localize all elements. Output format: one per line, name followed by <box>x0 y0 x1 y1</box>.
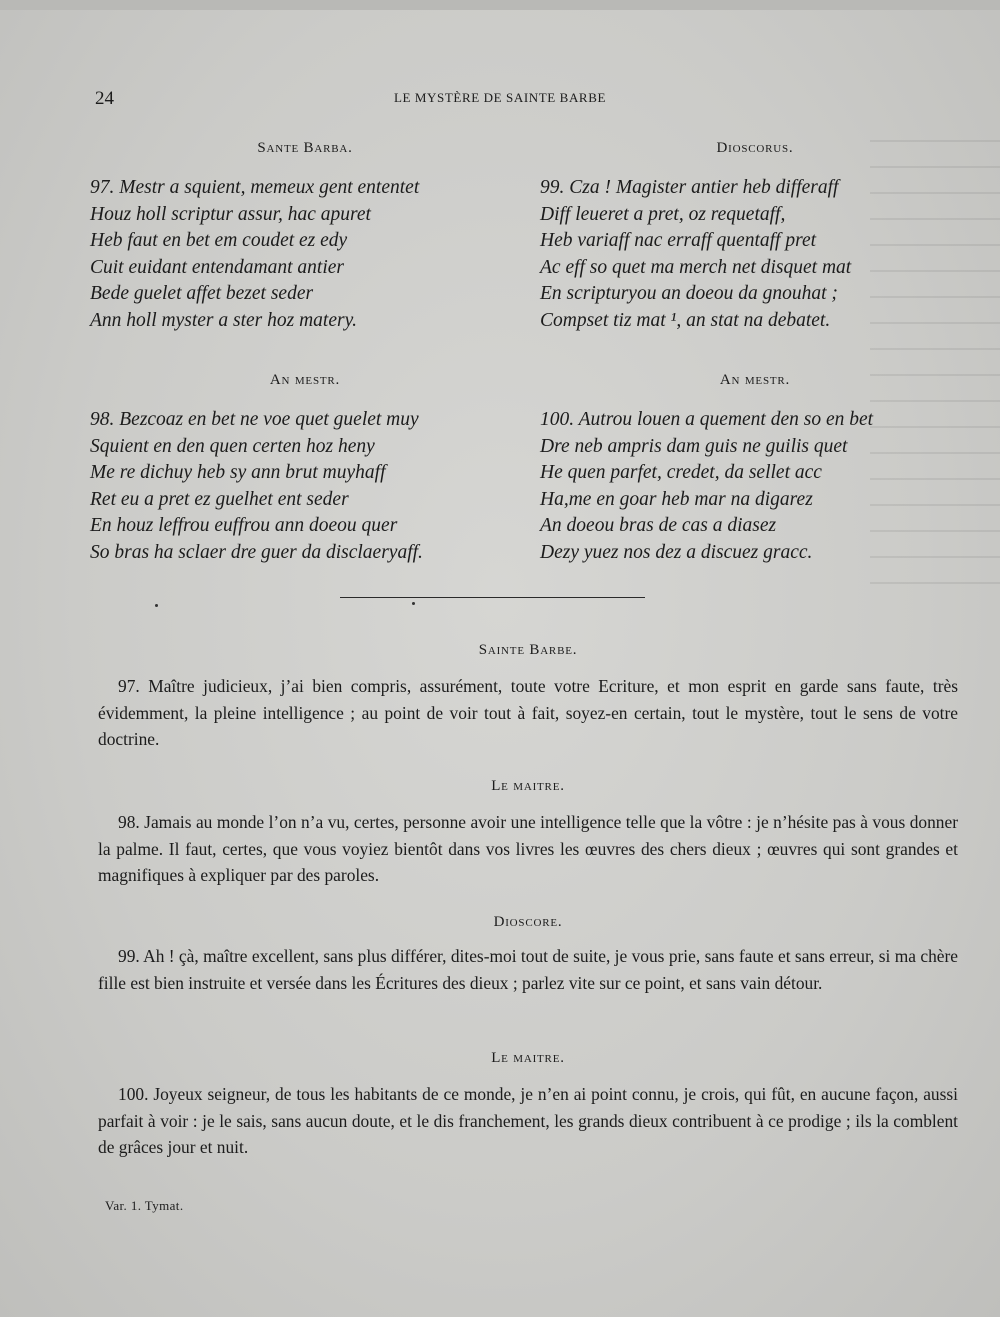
verse-line: Ret eu a pret ez guelhet ent seder <box>90 488 349 510</box>
verse-line: Compset tiz mat ¹, an stat na debatet. <box>540 309 831 331</box>
speaker-heading: An mestr. <box>269 372 341 388</box>
verse-line: Bede guelet affet bezet seder <box>90 283 314 305</box>
verse-line: Diff leueret a pret, oz requetaff, <box>540 203 786 225</box>
translation-block-97 <box>98 642 958 753</box>
speaker-heading: Le maitre. <box>491 1050 565 1066</box>
verse-line: Me re dichuy heb sy ann brut muyhaff <box>90 462 386 484</box>
running-title: LE MYSTÈRE DE SAINTE BARBE <box>393 90 607 105</box>
verse-line: Houz holl scriptur assur, hac apuret <box>90 203 371 225</box>
translation-paragraph: 100. Joyeux seigneur, de tous les habitants de ce monde, je n’en ai point connu, je crois, qui fût, en aucune façon, aussi parfait à voir : je le sais, sans aucun doute, et le dis franchement, les grands dieux contribuent à ce prodige ; ils la comblent de grâces jour et nuit. <box>98 1084 958 1158</box>
speaker-heading: Sante Barba. <box>257 140 353 156</box>
verse-line: Dre neb ampris dam guis ne guilis quet <box>540 435 848 457</box>
speaker-heading: An mestr. <box>719 372 791 388</box>
left-verse-column <box>90 140 520 563</box>
verse-line: An doeou bras de cas a diasez <box>540 515 777 537</box>
verse-line: En houz leffrou euffrou ann doeou quer <box>90 515 398 537</box>
verse-line: He quen parfet, credet, da sellet acc <box>540 462 822 484</box>
ink-speck <box>412 602 415 605</box>
translation-paragraph: 97. Maître judicieux, j’ai bien compris, assurément, toute votre Ecriture, et mon esprit en garde sans faute, très évidemment, la pleine intelligence ; au point de voir tout à fait, soyez-en certain, tout le mystère, tout le sens de votre doctrine. <box>98 676 958 750</box>
verse-stanza-100 <box>540 407 970 567</box>
right-block-2 <box>540 372 970 567</box>
verse-line: Ac eff so quet ma merch net disquet mat <box>540 256 852 278</box>
verse-line: Ha,me en goar heb mar na digarez <box>540 488 813 510</box>
speaker-heading: Sainte Barbe. <box>478 642 578 658</box>
verse-line: Cuit euidant entendamant antier <box>90 256 345 278</box>
verse-stanza-99 <box>540 175 970 335</box>
verse-line: Ann holl myster a ster hoz matery. <box>90 309 358 331</box>
verse-line: Heb variaff nac erraff quentaff pret <box>540 230 817 252</box>
translation-paragraph: 98. Jamais au monde l’on n’a vu, certes, personne avoir une intelligence telle que la vôtre : je n’hésite pas à vous donner la palme. Il faut, certes, que vous voyiez bientôt dans vos livres les œuvres des chers dieux ; œuvres qui sont grandes et magnifiques à expliquer par des paroles. <box>98 812 958 886</box>
footnote: Var. 1. Tymat. <box>105 1198 184 1213</box>
translation-block-100 <box>98 1050 958 1161</box>
speaker-heading: Le maitre. <box>491 778 565 794</box>
verse-line: En scripturyou an doeou da gnouhat ; <box>540 283 838 305</box>
left-block-2 <box>90 372 520 567</box>
verse-line: 100. Autrou louen a quement den so en bet <box>540 409 874 430</box>
translation-paragraph: 99. Ah ! çà, maître excellent, sans plus différer, dites-moi tout de suite, je vous prie, sans faute et sans erreur, si ma chère fille est bien instruite et versée dans les Écritures des dieux ; parlez vite sur ce point, et sans vain détour. <box>98 946 958 993</box>
verse-stanza-98 <box>90 407 520 567</box>
speaker-heading: Dioscorus. <box>716 140 794 156</box>
verse-line: 97. Mestr a squient, memeux gent ententet <box>90 177 420 198</box>
translation-block-98 <box>98 778 958 889</box>
verse-line: Dezy yuez nos dez a discuez gracc. <box>540 541 813 563</box>
verse-line: 98. Bezcoaz en bet ne voe quet guelet muy <box>90 409 419 430</box>
verse-line: So bras ha sclaer dre guer da disclaeryaff. <box>90 541 423 563</box>
page-number: 24 <box>95 88 114 109</box>
verse-line: Squient en den quen certen hoz heny <box>90 435 375 457</box>
verse-line: Heb faut en bet em coudet ez edy <box>90 230 348 252</box>
verse-stanza-97 <box>90 175 520 335</box>
right-verse-column <box>540 140 970 563</box>
translation-block-99 <box>98 914 958 996</box>
verse-line: 99. Cza ! Magister antier heb differaff <box>540 177 839 198</box>
ink-speck <box>155 604 158 607</box>
speaker-heading: Dioscore. <box>493 914 563 930</box>
section-divider <box>340 597 645 598</box>
page-top-edge <box>0 0 1000 10</box>
